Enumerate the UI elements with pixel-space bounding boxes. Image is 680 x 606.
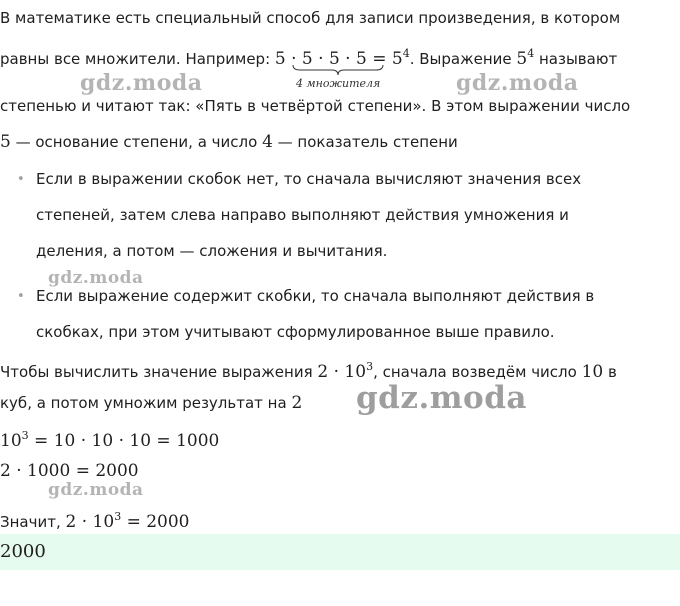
watermark: gdz.moda — [356, 380, 527, 416]
math-equals-power: = 5 — [366, 49, 403, 69]
text-span: равны все множители. Например: — [0, 50, 275, 68]
bullet-text-line: скобках, при этом учитывают сформулированное выше правило. — [36, 323, 555, 341]
math-exponent: 3 — [21, 429, 29, 442]
math-exponent: 3 — [114, 510, 122, 523]
text-span: — основание степени, а число — [10, 133, 263, 151]
underbrace-label: 4 множителя — [296, 77, 381, 90]
text-line — [0, 356, 617, 383]
watermark: gdz.moda — [456, 70, 579, 96]
bullet-text-line: степеней, затем слева направо выполняют действия умножения и — [36, 206, 569, 224]
answer-value: 2000 — [0, 541, 46, 562]
text-span: называют — [534, 50, 618, 68]
text-line — [0, 131, 458, 153]
text-span: Значит, — [0, 513, 66, 531]
watermark: gdz.moda — [48, 480, 144, 500]
equation-line — [0, 425, 219, 452]
math-number: 5 — [0, 132, 11, 152]
watermark: gdz.moda — [48, 268, 144, 288]
bullet-dot-icon: • — [17, 172, 25, 187]
math-product: 5 · 5 · 5 · 5 — [274, 49, 367, 69]
math-expression: = 2000 — [121, 512, 190, 532]
math-number: 10 — [581, 362, 604, 382]
answer-box — [0, 534, 680, 570]
bullet-text-line: Если выражение содержит скобки, то сначала выполняют действия в — [36, 287, 595, 305]
math-exponent: 4 — [527, 47, 535, 60]
bullet-text-line: деления, а потом — сложения и вычитания. — [36, 242, 388, 260]
text-span: Чтобы вычислить значение выражения — [0, 363, 318, 381]
equation-line: 2 · 1000 = 2000 — [0, 461, 139, 481]
text-line — [0, 392, 302, 414]
underbrace — [292, 64, 384, 76]
math-number: 2 — [291, 393, 303, 413]
text-span: в — [603, 363, 617, 381]
text-span: — показатель степени — [272, 133, 458, 151]
math-exponent: 4 — [402, 47, 410, 60]
text-span: , сначала возведём число — [373, 363, 582, 381]
watermark: gdz.moda — [80, 70, 203, 96]
math-expression: 2 · 10 — [65, 512, 115, 532]
bullet-dot-icon: • — [17, 289, 25, 304]
bullet-text-line: Если в выражении скобок нет, то сначала вычисляют значения всех — [36, 170, 582, 188]
text-span: . Выражение — [409, 50, 517, 68]
conclusion-line — [0, 506, 190, 533]
math-expression: 10 — [0, 431, 22, 451]
text-line: В математике есть специальный способ для записи произведения, в котором — [0, 9, 621, 27]
math-number: 4 — [262, 132, 273, 152]
math-expression: 2 · 10 — [317, 362, 367, 382]
math-expression: = 10 · 10 · 10 = 1000 — [28, 431, 220, 451]
text-span: куб, а потом умножим результат на — [0, 394, 292, 412]
text-line: степенью и читают так: «Пять в четвёртой степени». В этом выражении число — [0, 97, 631, 115]
math-exponent: 3 — [366, 360, 374, 373]
math-base: 5 — [516, 49, 528, 69]
